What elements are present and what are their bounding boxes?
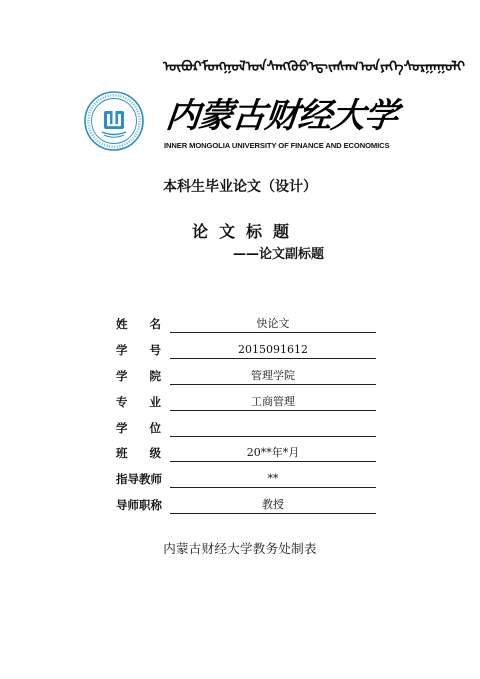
field-value: 教授 [170, 497, 376, 514]
field-label: 指导教师 [116, 472, 162, 487]
mongolian-script-title [163, 59, 465, 86]
field-value: 管理学院 [170, 368, 376, 385]
field-value: 工商管理 [170, 394, 376, 411]
field-value: 20**年*月 [170, 445, 376, 462]
document-type-heading: 本科生毕业论文（设计） [163, 179, 317, 195]
field-label: 导师职称 [116, 498, 162, 513]
info-row [116, 493, 380, 519]
field-label: 学 位 [116, 420, 161, 435]
mongolian-word: ᠤᠨ [245, 59, 267, 75]
mongolian-word: ᠰᠤᠷᠭᠠᠭᠤᠯᠢ [403, 59, 465, 75]
field-value: 快论文 [170, 316, 376, 333]
field-value: ** [170, 471, 376, 488]
info-row [116, 338, 380, 364]
thesis-title: 论文标题 [192, 222, 301, 241]
mongolian-word: ᠮᠣᠩᠭᠣᠯ [201, 59, 246, 75]
mongolian-word: ᠥᠪᠥᠷ [163, 59, 202, 75]
issuer-footer: 内蒙古财经大学教务处制表 [163, 541, 317, 556]
field-value: 2015091612 [170, 342, 376, 359]
mongolian-word: ᠶᠡᠬᠡ [379, 59, 404, 75]
university-name-chinese: 内蒙古财经大学 [163, 96, 400, 136]
university-seal-icon [84, 91, 144, 151]
field-label: 专 业 [116, 394, 161, 409]
info-row [116, 364, 380, 390]
field-label: 学 号 [116, 342, 161, 357]
info-row [116, 312, 380, 338]
info-row [116, 467, 380, 493]
info-row [116, 416, 380, 442]
mongolian-word: ᠵᠠᠰᠠᠭ [327, 59, 360, 75]
student-info-form [116, 312, 380, 519]
mongolian-word: ᠰᠠᠩᠬᠦᠦ [266, 59, 309, 75]
mongolian-word: ᠤᠨ [359, 59, 380, 75]
info-row [116, 441, 380, 467]
thesis-subtitle: ——论文副标题 [233, 247, 325, 262]
info-row [116, 390, 380, 416]
university-name-english: INNER MONGOLIA UNIVERSITY OF FINANCE AND ECONOMICS [164, 141, 390, 150]
field-label: 班 级 [116, 446, 161, 461]
field-label: 学 院 [116, 368, 161, 383]
field-label: 姓 名 [116, 317, 161, 331]
mongolian-word: ᠡᠳ᠋ [308, 59, 328, 75]
field-value [170, 420, 376, 437]
